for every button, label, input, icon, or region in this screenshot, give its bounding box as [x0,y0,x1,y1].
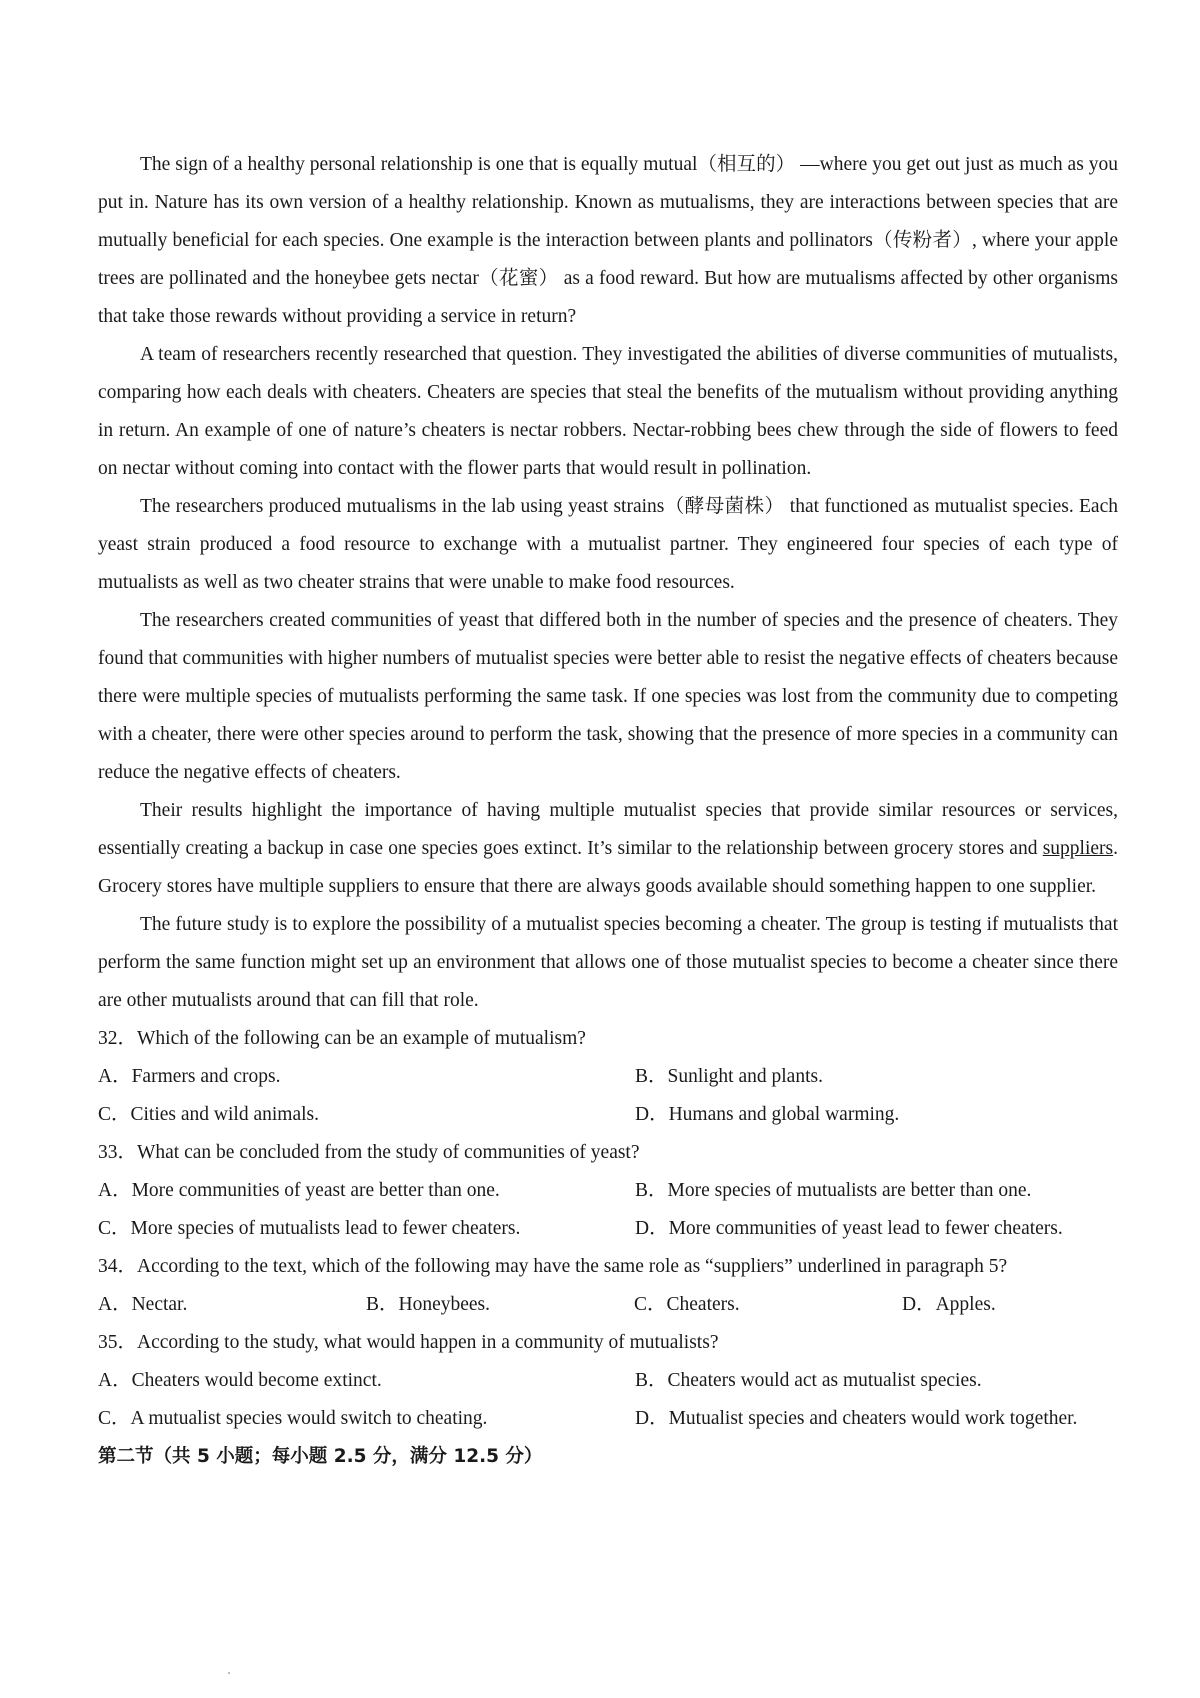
question-33-option-a: A．More communities of yeast are better than one. [98,1180,500,1201]
question-33-option-c: C．More species of mutualists lead to fewer cheaters. [98,1218,521,1239]
question-33-stem: 33．What can be concluded from the study of communities of yeast? [98,1142,640,1163]
question-35-stem: 35．According to the study, what would happen in a community of mutualists? [98,1332,719,1353]
question-35-option-d: D．Mutualist species and cheaters would work together. [635,1408,1078,1429]
question-34-option-c: C．Cheaters. [634,1294,740,1315]
paragraph-text: The sign of a healthy personal relationship is one that is equally mutual（相互的） —where you get out just as much as you put in. Nature has its own version of a healthy relationship. Known as mutualisms, they are interactions between species that are mutually beneficial for each species. One example is the interaction between plants and pollinators（传粉者）, where your apple trees are pollinated and the honeybee gets nectar（花蜜） as a food reward. But how are mutualisms affected by other organisms that take those rewards without providing a service in return? [98,154,1118,327]
exam-page [98,146,1118,1476]
question-33-option-d: D．More communities of yeast lead to fewer cheaters. [635,1218,1063,1239]
question-33-options-row-1 [98,1172,1118,1210]
question-34-options-row [98,1286,1118,1324]
question-35-option-c: C．A mutualist species would switch to cheating. [98,1408,488,1429]
question-34-option-a: A．Nectar. [98,1294,188,1315]
question-32-option-b: B．Sunlight and plants. [635,1066,823,1087]
passage-paragraph-5 [98,792,1118,906]
passage-paragraph-1 [98,146,1118,336]
underlined-word-suppliers: suppliers [1042,838,1114,859]
question-32-options-row-2 [98,1096,1118,1134]
question-33-options-row-2 [98,1210,1118,1248]
question-35-options-row-1 [98,1362,1118,1400]
passage-paragraph-6 [98,906,1118,1020]
passage-paragraph-2 [98,336,1118,488]
section-heading: 第二节（共 5 小题；每小题 2.5 分，满分 12.5 分） [98,1446,543,1467]
paragraph-text: The researchers produced mutualisms in the lab using yeast strains（酵母菌株） that functioned as mutualist species. Each yeast strain produced a food resource to exchange with a mutualist partner. They engineered four species of each type of mutualists as well as two cheater strains that were unable to make food resources. [98,496,1118,593]
passage-paragraph-3 [98,488,1118,602]
question-34-option-d: D．Apples. [902,1294,996,1315]
paragraph-text: A team of researchers recently researched that question. They investigated the abilities of diverse communities of mutualists, comparing how each deals with cheaters. Cheaters are species that steal the benefits of the mutualism without providing anything in return. An example of one of nature’s cheaters is nectar robbers. Nectar-robbing bees chew through the side of flowers to feed on nectar without coming into contact with the flower parts that would result in pollination. [98,344,1118,479]
question-32-option-a: A．Farmers and crops. [98,1066,281,1087]
question-35-option-b: B．Cheaters would act as mutualist species. [635,1370,982,1391]
question-32-option-c: C．Cities and wild animals. [98,1104,319,1125]
paragraph-text: . Grocery stores have multiple suppliers to ensure that there are always goods available should something happen to one supplier. [98,838,1118,897]
passage-paragraph-4 [98,602,1118,792]
question-35-options-row-2 [98,1400,1118,1438]
question-32-options-row-1 [98,1058,1118,1096]
paragraph-text: Their results highlight the importance of having multiple mutualist species that provide similar resources or services, essentially creating a backup in case one species goes extinct. It’s similar to the relationship between grocery stores and [98,800,1118,859]
paragraph-text: The future study is to explore the possibility of a mutualist species becoming a cheater. The group is testing if mutualists that perform the same function might set up an environment that allows one of those mutualist species to become a cheater since there are other mutualists around that can fill that role. [98,914,1118,1011]
question-32-option-d: D．Humans and global warming. [635,1104,900,1125]
question-34-option-b: B．Honeybees. [366,1294,491,1315]
paragraph-text: The researchers created communities of yeast that differed both in the number of species and the presence of cheaters. They found that communities with higher numbers of mutualist species were better able to resist the negative effects of cheaters because there were multiple species of mutualists performing the same task. If one species was lost from the community due to competing with a cheater, there were other species around to perform the task, showing that the presence of more species in a community can reduce the negative effects of cheaters. [98,610,1118,783]
question-34-stem: 34．According to the text, which of the following may have the same role as “suppliers” underlined in paragraph 5? [98,1256,1008,1277]
question-32-stem: 32．Which of the following can be an example of mutualism? [98,1028,586,1049]
page-speck [228,1672,230,1674]
question-35-option-a: A．Cheaters would become extinct. [98,1370,382,1391]
question-33-option-b: B．More species of mutualists are better than one. [635,1180,1032,1201]
